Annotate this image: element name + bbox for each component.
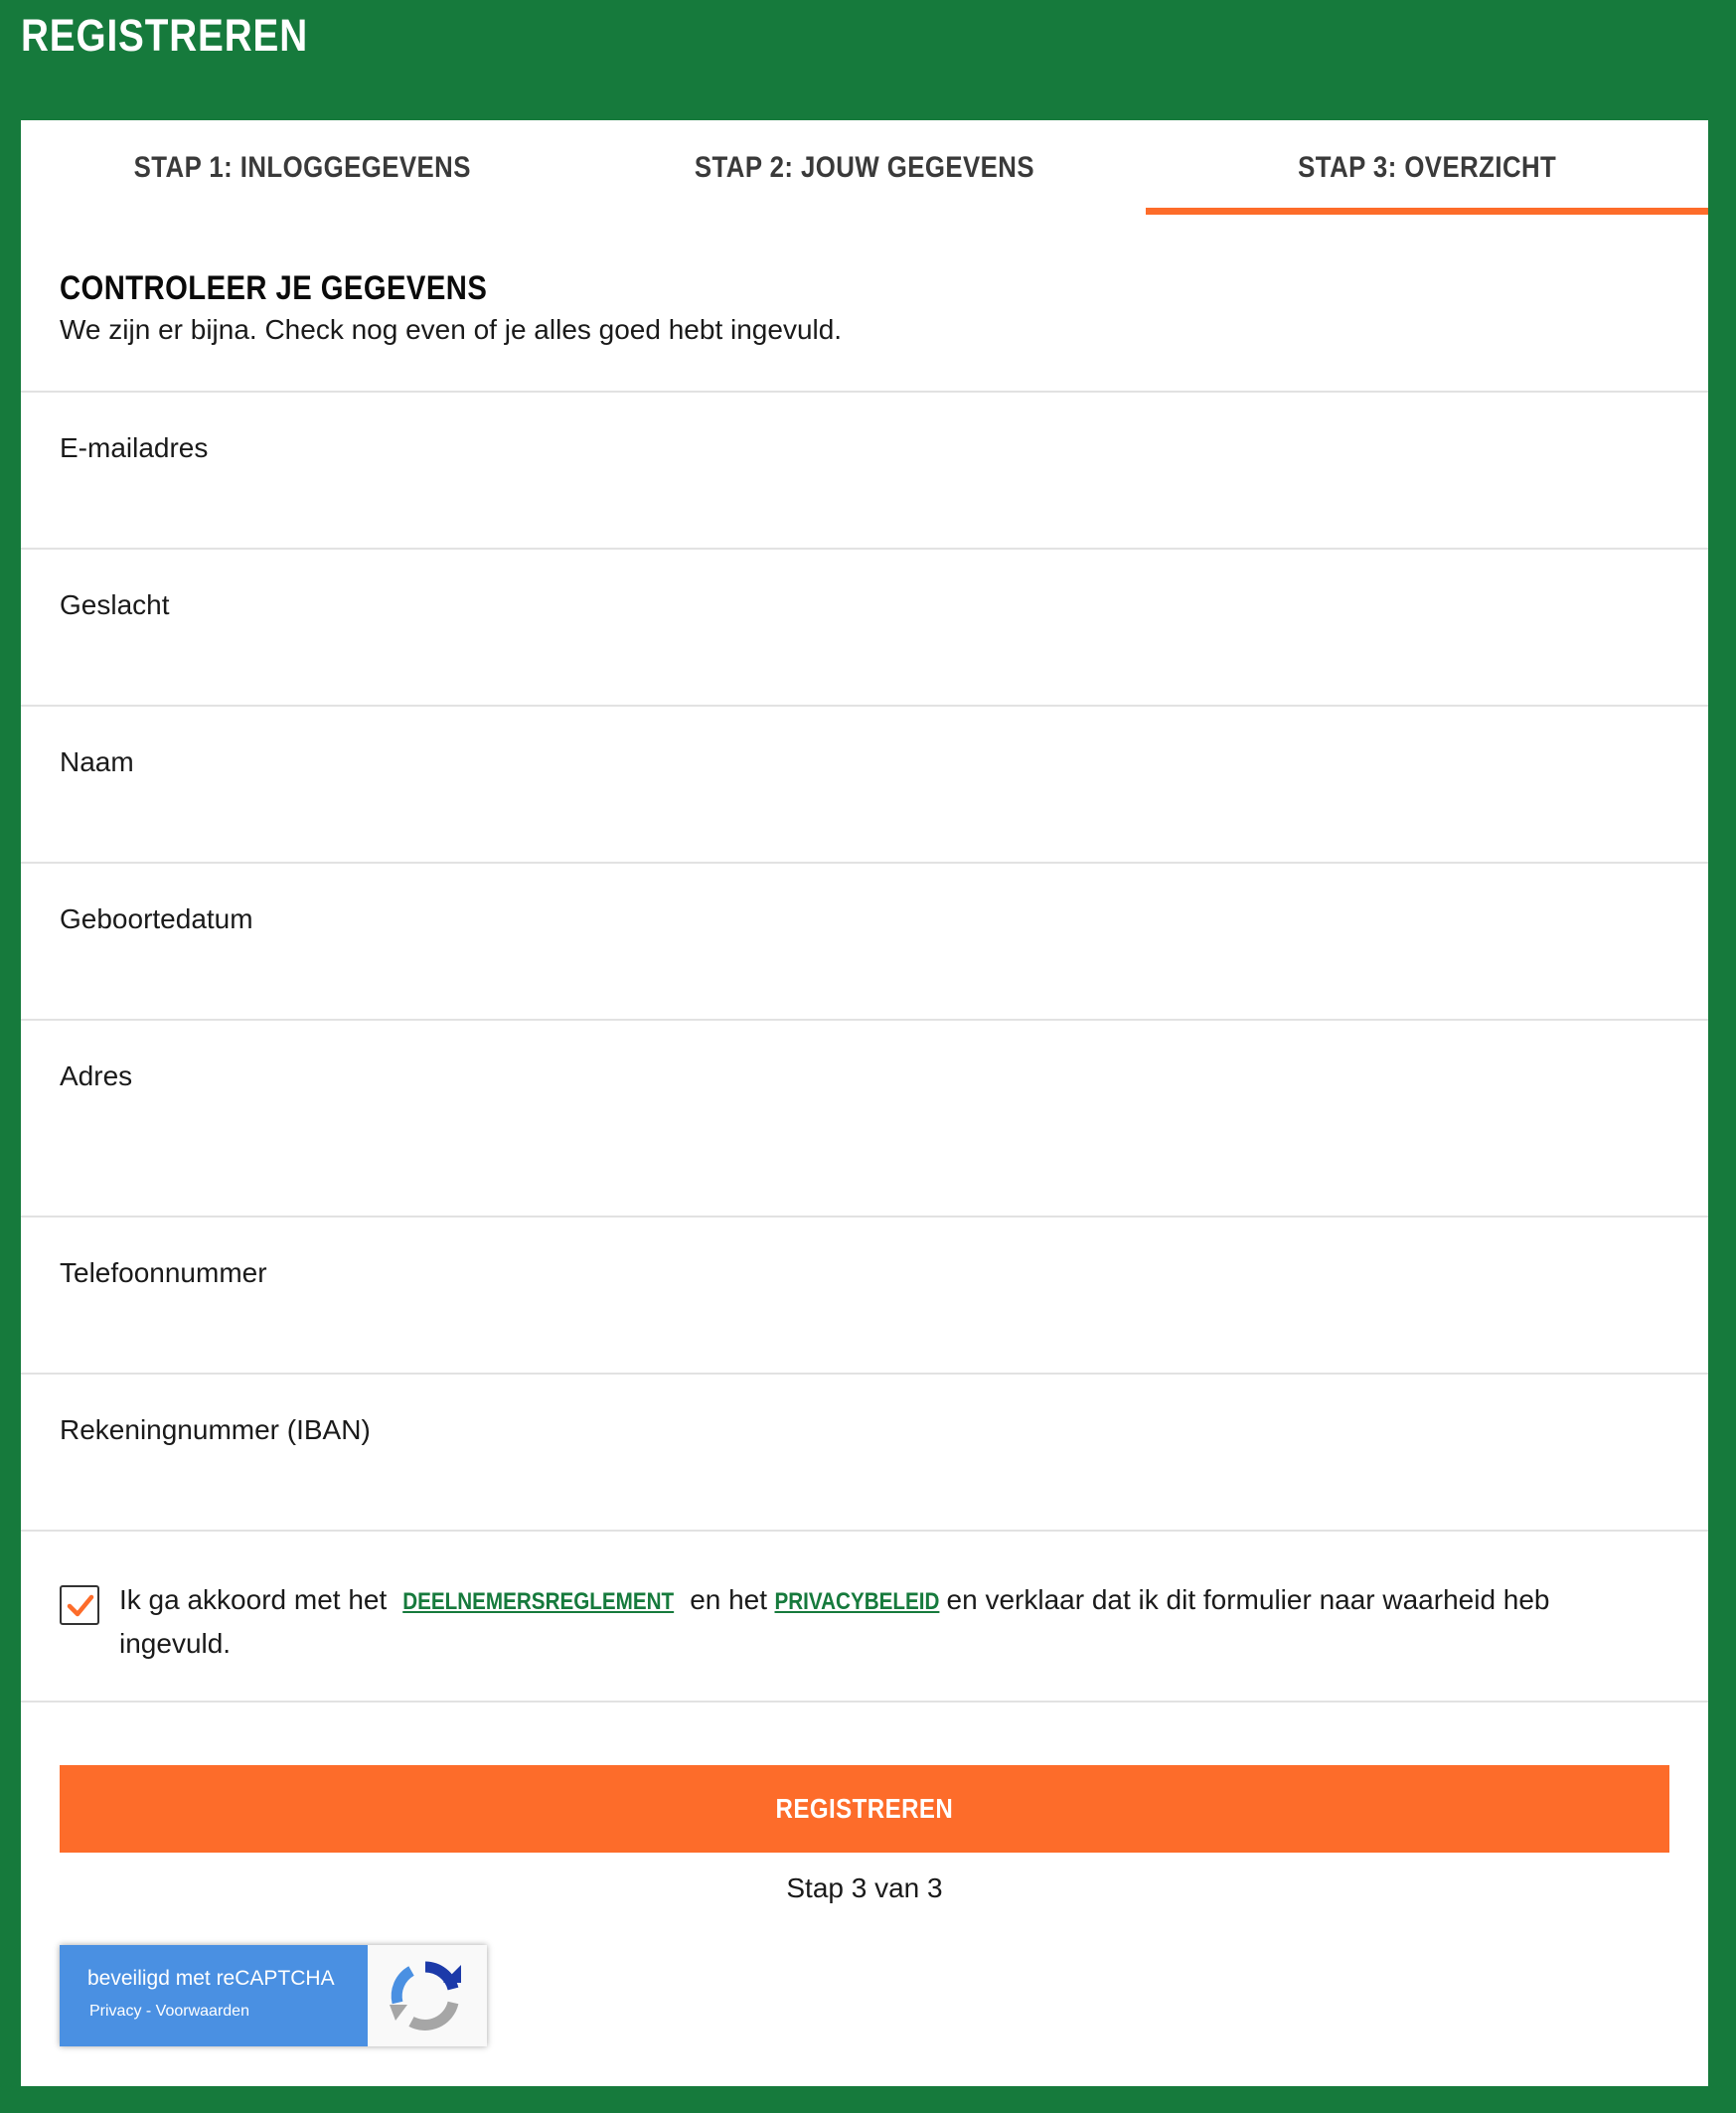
- tab-step-2[interactable]: [583, 120, 1146, 215]
- recaptcha-links[interactable]: Privacy - Voorwaarden: [89, 2003, 249, 2020]
- recaptcha-panel: [60, 1945, 368, 2046]
- consent-text-after: en verklaar dat ik dit formulier naar waarheid heb ingevuld.: [119, 1584, 1550, 1659]
- registration-card: [21, 120, 1708, 2086]
- privacy-policy-link[interactable]: PRIVACYBELEID: [774, 1588, 940, 1615]
- tab-step-3-label: STAP 3: OVERZICHT: [1297, 150, 1557, 184]
- recaptcha-title: beveiligd met reCAPTCHA: [87, 1967, 335, 1990]
- field-row-iban: [21, 1373, 1708, 1530]
- tab-step-3[interactable]: [1146, 120, 1708, 215]
- field-label-birthdate: Geboortedatum: [60, 903, 253, 934]
- register-button-label: REGISTREREN: [775, 1793, 954, 1824]
- field-label-gender: Geslacht: [60, 589, 170, 620]
- consent-text: [119, 1579, 1640, 1665]
- participant-rules-link[interactable]: DEELNEMERSREGLEMENT: [402, 1588, 675, 1615]
- consent-row: [21, 1530, 1708, 1703]
- consent-text-before: Ik ga akkoord met het: [119, 1584, 388, 1615]
- tab-step-2-label: STAP 2: JOUW GEGEVENS: [694, 150, 1035, 184]
- consent-checkbox[interactable]: [60, 1585, 99, 1625]
- recaptcha-logo-icon: [388, 1959, 463, 2032]
- field-label-name: Naam: [60, 746, 134, 777]
- section-header: [60, 269, 842, 346]
- step-counter: Stap 3 van 3: [786, 1872, 943, 1903]
- page-title: REGISTREREN: [21, 10, 309, 61]
- consent-text-middle: en het: [690, 1584, 768, 1615]
- field-label-address: Adres: [60, 1060, 133, 1091]
- tab-step-1-label: STAP 1: INLOGGEGEVENS: [133, 150, 471, 184]
- field-row-address: [21, 1019, 1708, 1216]
- field-row-name: [21, 705, 1708, 862]
- step-tabs: [21, 120, 1708, 215]
- section-intro: We zijn er bijna. Check nog even of je alles goed hebt ingevuld.: [60, 314, 843, 345]
- field-label-phone: Telefoonnummer: [60, 1257, 267, 1288]
- field-row-gender: [21, 548, 1708, 705]
- recaptcha-badge[interactable]: [60, 1945, 487, 2046]
- field-row-phone: [21, 1216, 1708, 1373]
- register-button[interactable]: [60, 1765, 1669, 1853]
- section-heading: CONTROLEER JE GEGEVENS: [60, 269, 488, 307]
- checkmark-icon: [67, 1593, 94, 1619]
- tab-step-1[interactable]: [21, 120, 583, 215]
- field-row-email: [21, 391, 1708, 548]
- active-tab-indicator: [1146, 208, 1708, 215]
- field-row-birthdate: [21, 862, 1708, 1019]
- field-label-iban: Rekeningnummer (IBAN): [60, 1414, 371, 1445]
- field-label-email: E-mailadres: [60, 432, 209, 463]
